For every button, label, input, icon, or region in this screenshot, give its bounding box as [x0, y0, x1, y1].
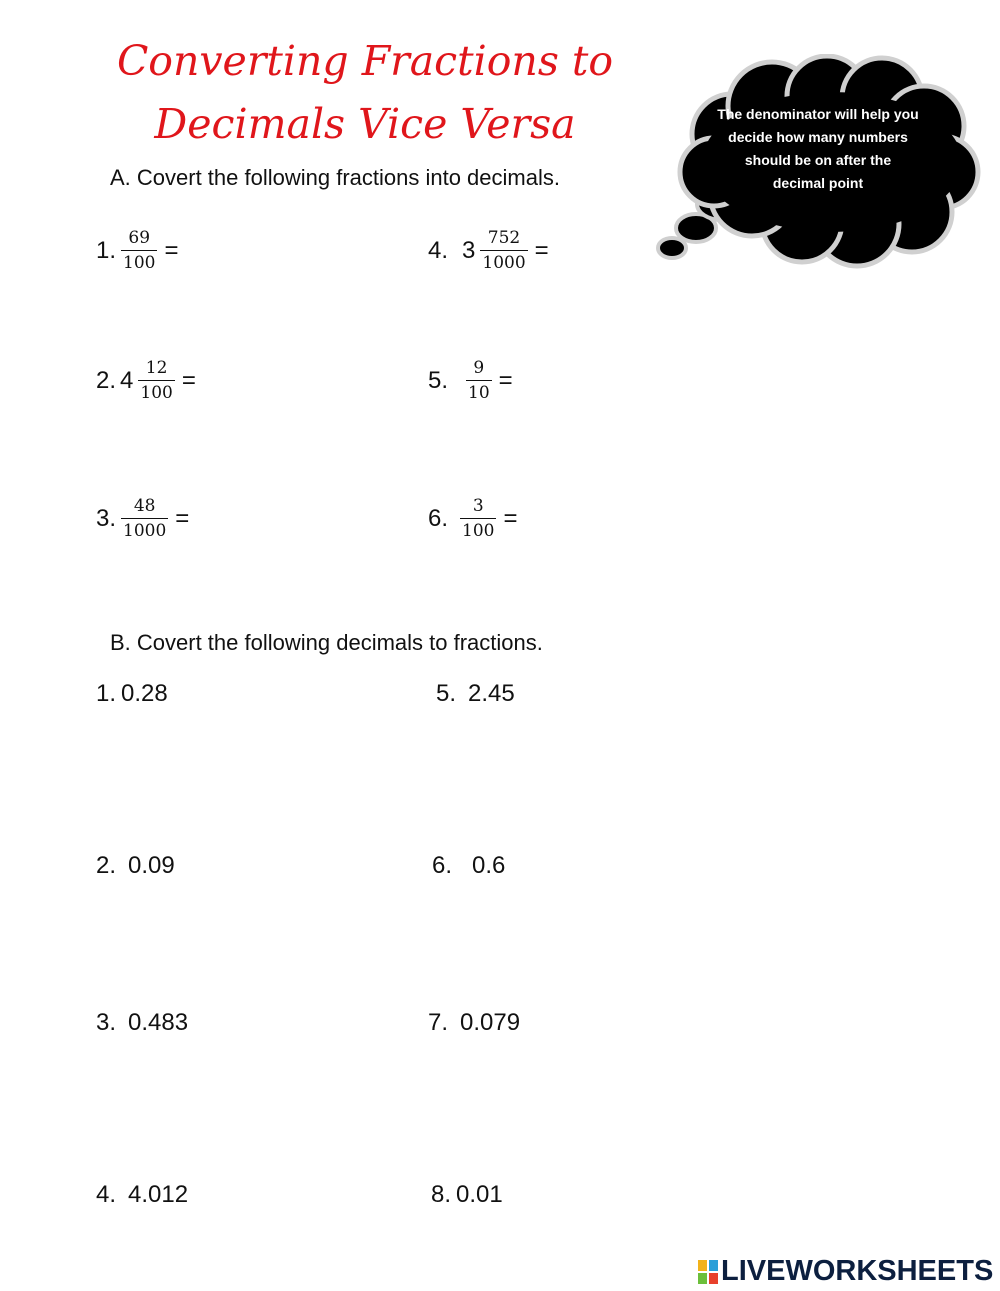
equals-sign: = [181, 366, 196, 394]
section-b-heading: B. Covert the following decimals to fractions. [110, 630, 543, 655]
logo-block [698, 1273, 707, 1284]
fraction-question-1[interactable] [96, 228, 178, 273]
numerator: 12 [145, 358, 168, 378]
fraction [121, 496, 168, 541]
equals-sign: = [503, 504, 518, 532]
question-number: 3. [96, 1009, 117, 1036]
question-number: 5. [428, 366, 449, 394]
fraction-question-4[interactable] [428, 228, 549, 273]
question-number: 4. [428, 236, 449, 264]
fraction-question-5[interactable] [428, 358, 513, 403]
question-number: 6. [432, 852, 453, 879]
equals-sign: = [498, 366, 513, 394]
fraction [466, 358, 492, 403]
worksheet-title-line-1: Converting Fractions to [116, 37, 614, 85]
logo-block [709, 1260, 718, 1271]
decimal-question-6[interactable] [432, 851, 505, 881]
logo-mark-icon [698, 1260, 718, 1284]
worksheet-title-line-2: Decimals Vice Versa [154, 100, 576, 148]
question-number: 4. [96, 1181, 117, 1208]
question-number: 2. [96, 366, 117, 394]
question-number: 1. [96, 236, 117, 264]
decimal-value: 0.483 [128, 1009, 189, 1036]
equals-sign: = [534, 236, 549, 264]
fraction [121, 228, 157, 273]
decimal-value: 4.012 [128, 1181, 189, 1208]
question-number: 8. [431, 1181, 452, 1208]
hint-line: The denominator will help you [717, 106, 919, 122]
fraction [460, 496, 496, 541]
numerator: 48 [133, 496, 156, 516]
section-a-heading: A. Covert the following fractions into decimals. [110, 165, 560, 190]
liveworksheets-logo[interactable] [698, 1255, 993, 1288]
decimal-question-8[interactable] [431, 1180, 503, 1210]
denominator: 100 [138, 380, 174, 403]
question-number: 6. [428, 504, 449, 532]
fraction [138, 358, 174, 403]
decimal-question-5[interactable] [436, 679, 515, 709]
decimal-question-1[interactable] [96, 679, 168, 709]
logo-block [709, 1273, 718, 1284]
hint-line: should be on after the [744, 152, 892, 168]
denominator: 100 [121, 250, 157, 273]
whole-number: 3 [462, 236, 476, 264]
decimal-question-4[interactable] [96, 1180, 188, 1210]
logo-text: LIVEWORKSHEETS [721, 1255, 994, 1287]
fraction [480, 228, 527, 273]
equals-sign: = [175, 504, 190, 532]
denominator: 10 [466, 380, 492, 403]
decimal-value: 0.6 [472, 852, 506, 879]
fraction-question-6[interactable] [428, 496, 517, 541]
denominator: 1000 [480, 250, 527, 273]
decimal-value: 0.09 [128, 852, 175, 879]
question-number: 3. [96, 504, 117, 532]
denominator: 100 [460, 518, 496, 541]
decimal-question-2[interactable] [96, 851, 175, 881]
numerator: 752 [487, 228, 521, 248]
decimal-question-3[interactable] [96, 1008, 188, 1038]
decimal-value: 0.01 [456, 1181, 503, 1208]
numerator: 9 [473, 358, 485, 378]
denominator: 1000 [121, 518, 168, 541]
numerator: 69 [128, 228, 151, 248]
logo-block [698, 1260, 707, 1271]
decimal-value: 2.45 [468, 680, 515, 707]
decimal-value: 0.079 [460, 1009, 521, 1036]
question-number: 7. [428, 1009, 449, 1036]
question-number: 1. [96, 680, 117, 707]
equals-sign: = [164, 236, 179, 264]
question-number: 2. [96, 852, 117, 879]
hint-line: decide how many numbers [728, 129, 908, 145]
question-number: 5. [436, 680, 457, 707]
fraction-question-3[interactable] [96, 496, 189, 541]
decimal-question-7[interactable] [428, 1008, 520, 1038]
numerator: 3 [472, 496, 484, 516]
decimal-value: 0.28 [121, 680, 168, 707]
thought-bubble-text [706, 103, 930, 195]
fraction-question-2[interactable] [96, 358, 196, 403]
whole-number: 4 [120, 366, 134, 394]
hint-line: decimal point [772, 175, 864, 191]
